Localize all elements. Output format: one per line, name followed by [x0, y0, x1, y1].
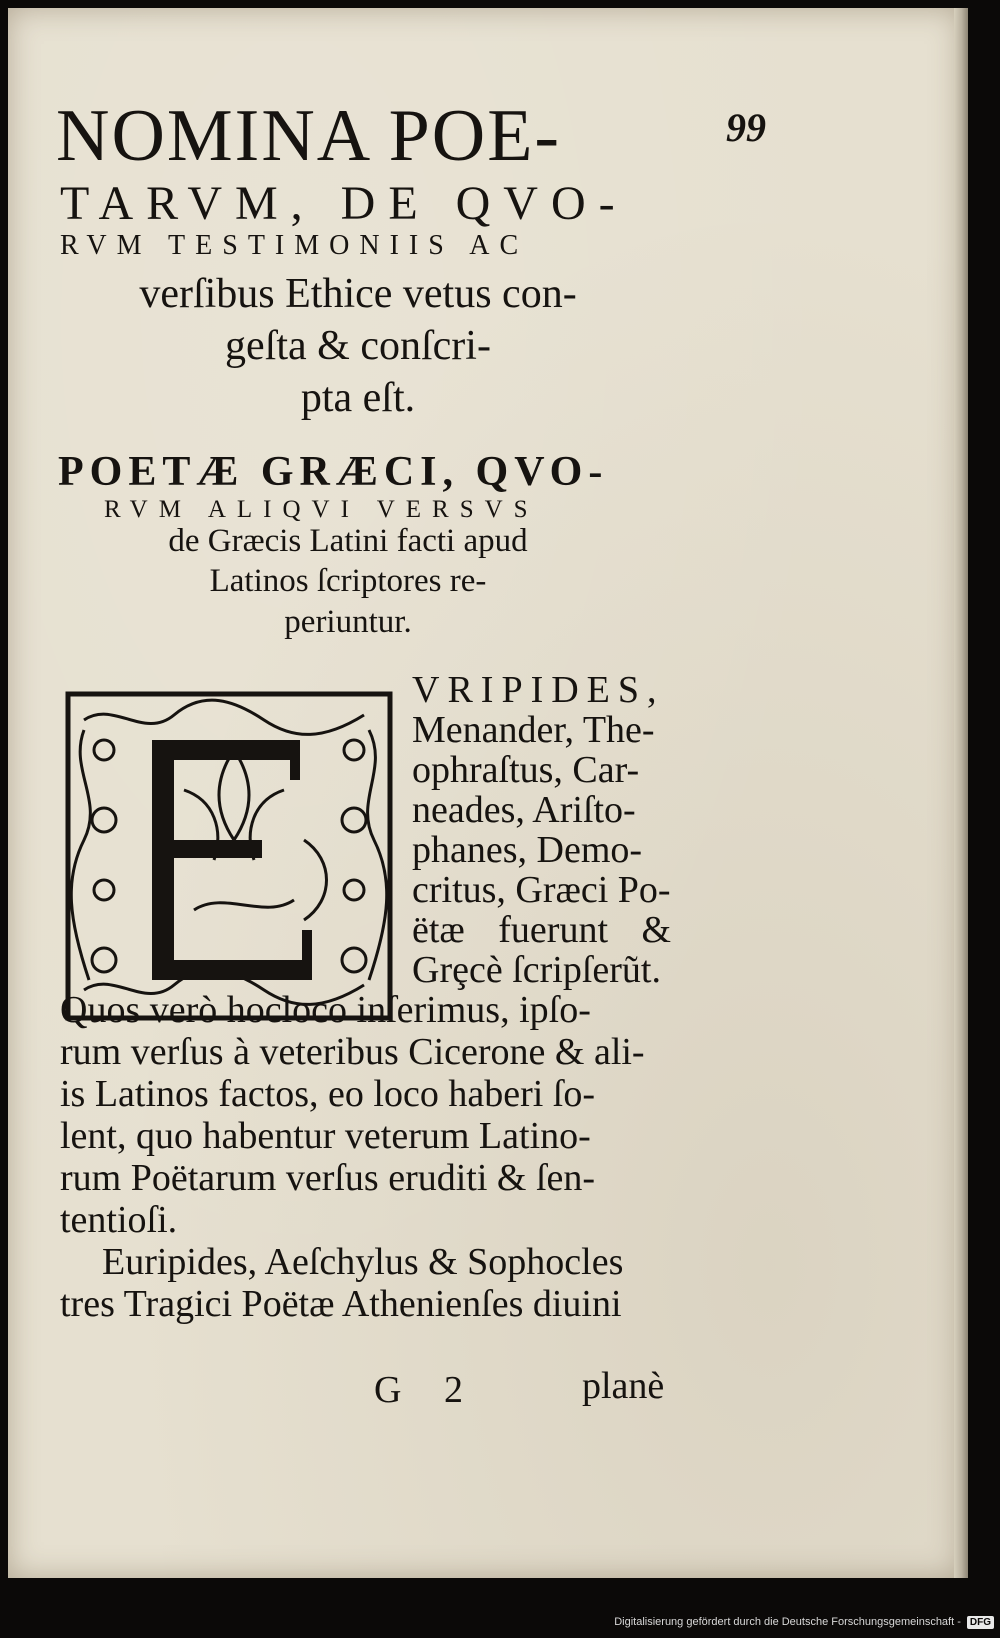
- title-line-2: TARVM, DE QVO-: [60, 177, 628, 230]
- signature-letter: G: [374, 1369, 402, 1411]
- page-edge: [954, 8, 968, 1578]
- body-right-line-8: Grȩcè ſcripſerũt.: [412, 949, 661, 991]
- title-line-4: verſibus Ethice vetus con-: [139, 271, 577, 317]
- dfg-logo: DFG: [967, 1616, 994, 1629]
- subtitle-line-4: Latinos ſcriptores re-: [209, 563, 487, 599]
- decorated-initial: [64, 690, 394, 1022]
- body-line-3: is Latinos factos, eo loco haberi ſo-: [60, 1073, 596, 1115]
- body-line-2: rum verſus à veteribus Cicerone & ali-: [60, 1031, 645, 1073]
- body-right-line-6: critus, Græci Po-: [412, 869, 671, 911]
- ornament-initial-icon: [64, 690, 394, 1022]
- body-line-4: lent, quo habentur veterum Latino-: [60, 1115, 591, 1157]
- body-right-line-3: ophraſtus, Car-: [412, 749, 640, 791]
- subtitle-line-5: periuntur.: [284, 604, 412, 640]
- subtitle-line-3: de Græcis Latini facti apud: [168, 523, 528, 559]
- subtitle-line-2: RVM ALIQVI VERSVS: [104, 496, 539, 523]
- body-right-line-4: neades, Ariſto-: [412, 789, 636, 831]
- book-page: [8, 8, 960, 1578]
- page-number: 99: [726, 105, 766, 150]
- body-right-line-5: phanes, Demo-: [412, 829, 643, 871]
- title-line-1: NOMINA POE-: [56, 95, 562, 177]
- title-line-5: geſta & conſcri-: [225, 323, 491, 369]
- body-right-line-1: VRIPIDES,: [412, 669, 665, 711]
- signature-number: 2: [444, 1369, 463, 1411]
- subtitle-line-1: POETÆ GRÆCI, QVO-: [58, 449, 609, 495]
- body-line-7: Euripides, Aeſchylus & Sophocles: [102, 1241, 624, 1283]
- body-line-8: tres Tragici Poëtæ Athenienſes diuini: [60, 1283, 622, 1325]
- title-line-6: pta eſt.: [300, 375, 416, 421]
- body-right-line-2: Menander, The-: [412, 709, 655, 751]
- footer-credit: [574, 1612, 1000, 1632]
- catchword: planè: [582, 1365, 665, 1407]
- body-right-line-7: ëtæ fuerunt &: [412, 909, 672, 951]
- body-line-6: tentioſi.: [60, 1199, 178, 1241]
- body-line-5: rum Poëtarum verſus eruditi & ſen-: [60, 1157, 596, 1199]
- footer-text: Digitalisierung gefördert durch die Deutsche Forschungsgemeinschaft -: [614, 1616, 961, 1628]
- body-line-1: Quos verò hocloco inſerimus, ipſo-: [60, 989, 591, 1031]
- title-line-3: RVM TESTIMONIIS AC: [60, 230, 529, 261]
